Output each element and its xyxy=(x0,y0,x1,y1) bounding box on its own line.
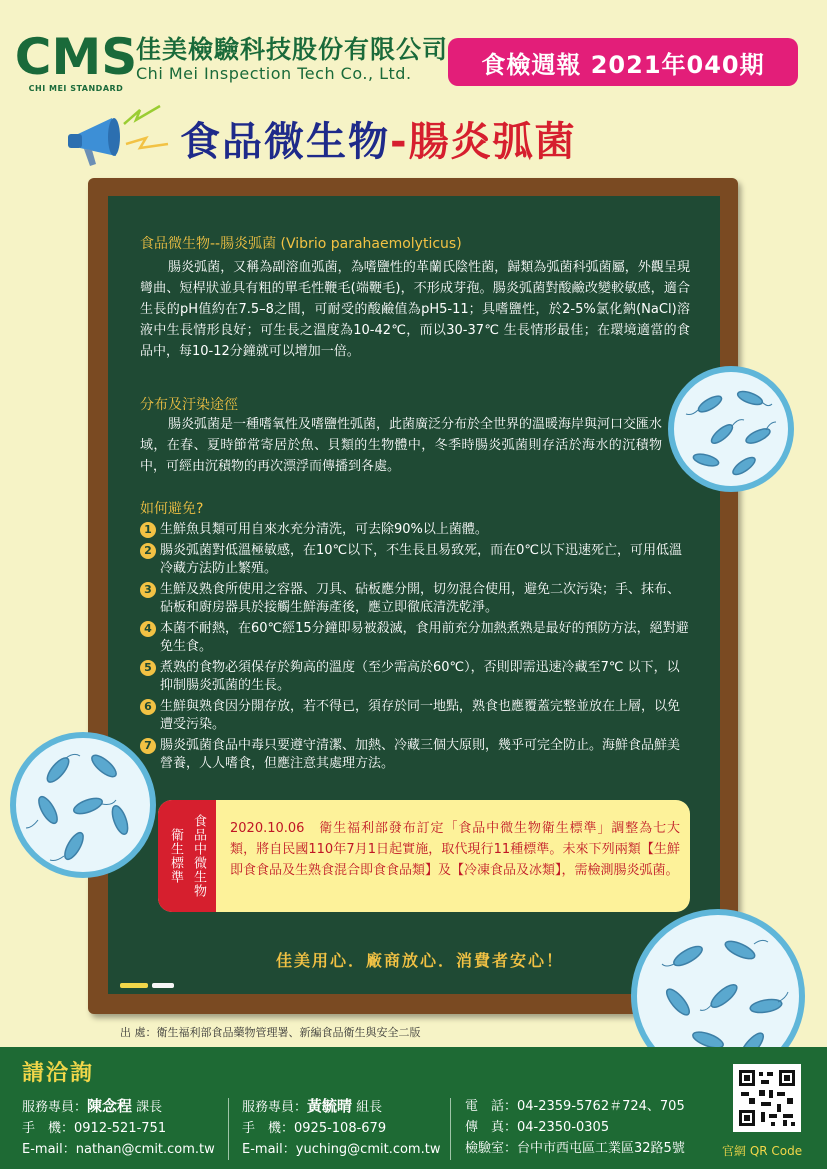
contact-role: 服務專員： xyxy=(22,1100,88,1115)
contact-card-2 xyxy=(242,1096,440,1160)
tip-text: 腸炎弧菌食品中毒只要遵守清潔、加熱、冷藏三個大原則，幾乎可完全防止。海鮮食品鮮美營養，人人嗜食，但應注意其處理方法。 xyxy=(160,738,681,771)
qr-code-label: 官網 QR Code xyxy=(722,1144,803,1158)
bacteria-icon xyxy=(666,364,796,494)
company-name-zh: 佳美檢驗科技股份有限公司 xyxy=(136,35,449,64)
tip-text: 本菌不耐熱，在60℃經15分鐘即易被殺滅，食用前充分加熱煮熟是最好的預防方法，絕對避免生食。 xyxy=(160,621,689,654)
number-badge: 6 xyxy=(140,699,156,715)
company-fax: 傳 真：04-2350-0305 xyxy=(465,1120,610,1135)
company-contact xyxy=(465,1096,685,1159)
regulation-tag-line2: 衛生標準 xyxy=(168,828,183,884)
chalk-yellow xyxy=(120,983,148,988)
chalk-white xyxy=(152,983,174,988)
number-badge: 7 xyxy=(140,738,156,754)
contact-phone[interactable]: 手 機：0925-108-679 xyxy=(242,1121,387,1136)
company-address: 檢驗室：台中市西屯區工業區32路5號 xyxy=(465,1141,685,1156)
list-item xyxy=(140,737,692,773)
contact-name: 黃毓晴 xyxy=(307,1097,353,1115)
contact-email[interactable]: E-mail：nathan@cmit.com.tw xyxy=(22,1142,215,1157)
title-accent: -腸炎弧菌 xyxy=(390,119,577,165)
logo-subtitle: CHI MEI STANDARD xyxy=(28,84,124,93)
section-heading-definition: 食品微生物--腸炎弧菌 (Vibrio parahaemolyticus) xyxy=(140,236,462,252)
contact-phone[interactable]: 手 機：0912-521-751 xyxy=(22,1121,167,1136)
section-heading-prevention: 如何避免? xyxy=(140,501,204,517)
contact-role: 服務專員： xyxy=(242,1100,308,1115)
slogan: 佳美用心．廠商放心．消費者安心！ xyxy=(275,951,564,970)
number-badge: 3 xyxy=(140,582,156,598)
company-logo xyxy=(14,26,138,96)
cms-logo-mark xyxy=(14,26,138,86)
tip-text: 腸炎弧菌對低溫極敏感，在10℃以下，不生長且易致死，而在0℃以下迅速死亡，可用低溫冷藏方法防止繁殖。 xyxy=(160,543,683,576)
svg-text:CMS: CMS xyxy=(14,28,138,86)
source-note: 出 處：衛生福利部食品藥物管理署、新編食品衛生與安全二版 xyxy=(120,1026,421,1039)
number-badge: 4 xyxy=(140,621,156,637)
bacteria-icon xyxy=(8,730,158,880)
number-badge: 1 xyxy=(140,522,156,538)
issue-badge: 食檢週報 2021年040期 xyxy=(448,38,798,86)
regulation-tag xyxy=(158,800,216,912)
number-badge: 5 xyxy=(140,660,156,676)
list-item xyxy=(140,581,692,617)
section-heading-distribution: 分布及汙染途徑 xyxy=(140,397,238,413)
contact-card-1 xyxy=(22,1096,215,1160)
tip-text: 煮熟的食物必須保存於夠高的溫度（至少需高於60℃），否則即需迅速冷藏至7℃ 以下，以抑制腸炎弧菌的生長。 xyxy=(160,660,680,693)
definition-paragraph: 腸炎弧菌，又稱為副溶血弧菌，為嗜鹽性的革蘭氏陰性菌，歸類為弧菌科弧菌屬，外觀呈現彎曲、短桿狀並具有粗的單毛性鞭毛(端鞭毛)，不形成芽孢。腸炎弧菌對酸鹼改變較敏感，適合生長的pH值約在7.5–8之間，可耐受的酸鹼值為pH5-11；具嗜鹽性，於2-5%氯化鈉(NaCl)溶液中生長情形良好；可生長之溫度為10-42℃，而以30-37℃ 生長情形最佳；在環境適當的食品中，每10-12分鐘就可以增加一倍。 xyxy=(140,260,690,359)
prevention-list xyxy=(140,521,692,776)
divider xyxy=(228,1098,229,1160)
list-item xyxy=(140,659,692,695)
regulation-text: 2020.10.06 衛生福利部發布訂定「食品中微生物衛生標準」調整為七大類，將自民國110年7月1日起實施，取代現行11種標準。未來下列兩類【生鮮即食食品及生熟食混合即食食品類】及【冷凍食品及冰類】，需檢測腸炎弧菌。 xyxy=(230,821,680,878)
company-name-en: Chi Mei Inspection Tech Co., Ltd. xyxy=(136,64,412,83)
divider xyxy=(450,1098,451,1160)
tip-text: 生鮮與熟食因分開存放，若不得已，須存於同一地點，熟食也應覆蓋完整並放在上層，以免遭受污染。 xyxy=(160,699,681,732)
megaphone-icon xyxy=(64,104,174,174)
list-item xyxy=(140,521,692,539)
qr-code-icon[interactable] xyxy=(733,1064,801,1132)
list-item xyxy=(140,620,692,656)
footer-title: 請洽詢 xyxy=(22,1061,95,1086)
contact-email[interactable]: E-mail：yuching@cmit.com.tw xyxy=(242,1142,441,1157)
number-badge: 2 xyxy=(140,543,156,559)
tip-text: 生鮮及熟食所使用之容器、刀具、砧板應分開，切勿混合使用，避免二次污染；手、抹布、砧板和廚房器具於接觸生鮮海產後，應立即徹底清洗乾淨。 xyxy=(160,582,681,615)
title-main: 食品微生物 xyxy=(180,119,390,165)
company-tel[interactable]: 電 話：04-2359-5762＃724、705 xyxy=(465,1099,685,1114)
list-item xyxy=(140,542,692,578)
page-title xyxy=(180,110,577,167)
contact-name: 陳念程 xyxy=(87,1097,133,1115)
contact-title: 課長 xyxy=(132,1100,163,1115)
tip-text: 生鮮魚貝類可用自來水充分清洗，可去除90%以上菌體。 xyxy=(160,522,488,537)
list-item xyxy=(140,698,692,734)
regulation-tag-line1: 食品中微生物 xyxy=(191,814,206,898)
distribution-paragraph: 腸炎弧菌是一種嗜氧性及嗜鹽性弧菌，此菌廣泛分布於全世界的溫暖海岸與河口交匯水域，在春、夏時節常寄居於魚、貝類的生物體中，冬季時腸炎弧菌則存活於海水的沉積物中，可經由沉積物的再次漂浮而傳播到各處。 xyxy=(140,417,663,474)
contact-title: 組長 xyxy=(352,1100,383,1115)
